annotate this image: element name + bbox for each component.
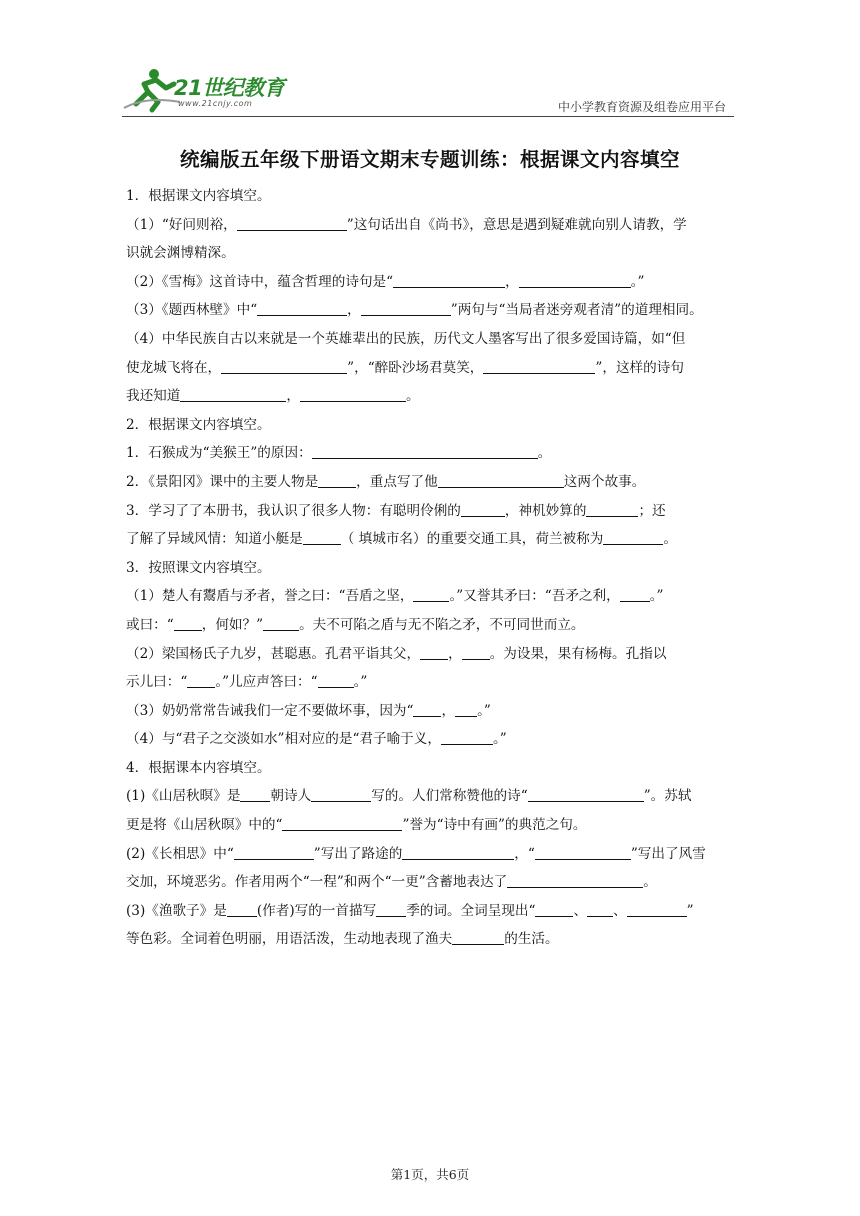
text-line	[126, 725, 736, 754]
answer-blank[interactable]	[174, 615, 202, 631]
line-text: 2．《景阳冈》课中的主要人物是	[126, 473, 319, 490]
platform-text: 中小学教育资源及组卷应用平台	[557, 100, 726, 114]
text-line	[126, 868, 736, 897]
line-text: 写的。人们常称赞他的诗“	[371, 788, 528, 805]
answer-blank[interactable]	[528, 786, 644, 802]
answer-blank[interactable]	[282, 815, 402, 831]
answer-blank[interactable]	[361, 300, 451, 316]
text-line	[126, 525, 736, 554]
line-text: 。”儿应声答曰：“	[215, 674, 318, 691]
line-text: (作者)写的一首描写	[256, 902, 377, 919]
text-line	[126, 897, 736, 926]
line-text: 2．根据课文内容填空。	[126, 416, 271, 433]
line-text: （1）楚人有鬻盾与矛者，誉之曰：“吾盾之坚，	[126, 588, 414, 605]
text-line	[126, 668, 736, 697]
line-text: （3）《题西林壁》中“	[126, 302, 258, 319]
question-content	[126, 182, 736, 954]
text-line	[126, 782, 736, 811]
text-line	[126, 754, 736, 783]
answer-blank[interactable]	[586, 501, 638, 517]
answer-blank[interactable]	[462, 644, 490, 660]
line-text: ”写出了路途的	[313, 845, 403, 862]
answer-blank[interactable]	[227, 901, 257, 917]
page-header	[122, 62, 734, 118]
line-text: 。夫不可陷之盾与无不陷之矛，不可同世而立。	[299, 616, 585, 633]
answer-blank[interactable]	[300, 386, 406, 402]
line-text: 交加，环境恶劣。作者用两个“一程”和两个“一更”含蓄地表达了	[126, 874, 508, 891]
line-text: ，“	[514, 845, 535, 862]
line-text: ”。苏轼	[643, 788, 692, 805]
line-text: （2）《雪梅》这首诗中，蕴含哲理的诗句是“	[126, 273, 394, 290]
answer-blank[interactable]	[507, 872, 643, 888]
line-text: 了解了异域风情：知道小艇是	[126, 531, 303, 548]
line-text: 1．根据课文内容填空。	[126, 188, 271, 204]
page-title: 统编版五年级下册语文期末专题训练：根据课文内容填空	[179, 148, 680, 171]
answer-blank[interactable]	[438, 472, 564, 488]
answer-blank[interactable]	[237, 215, 347, 231]
line-text: ”誉为“诗中有画”的典范之句。	[402, 817, 587, 834]
answer-blank[interactable]	[620, 586, 650, 602]
line-text: ”，“醉卧沙场君莫笑，	[347, 359, 484, 376]
line-text: 。”	[649, 588, 664, 605]
answer-blank[interactable]	[221, 358, 347, 374]
line-text: （1）“好问则裕，	[126, 216, 237, 233]
text-line	[126, 554, 736, 583]
line-text: 朝诗人	[270, 788, 312, 805]
line-text: (2)《长相思》中“	[126, 845, 234, 862]
text-line	[126, 582, 736, 611]
answer-blank[interactable]	[627, 901, 687, 917]
line-text: 3．学习了了本册书，我认识了很多人物：有聪明伶俐的	[126, 502, 461, 519]
line-text: ”写出了风雪	[630, 845, 706, 862]
line-text: ，何如？”	[201, 616, 264, 633]
line-text: ，	[286, 388, 300, 405]
line-text: 。”	[630, 273, 645, 290]
text-line	[126, 468, 736, 497]
answer-blank[interactable]	[393, 272, 505, 288]
line-text: ”这句话出自《尚书》，意思是遇到疑难就向别人请教，学	[346, 216, 687, 233]
line-text: 更是将《山居秋暝》中的“	[126, 817, 283, 834]
answer-blank[interactable]	[312, 443, 538, 459]
text-line	[126, 925, 736, 954]
line-text: ，重点写了他	[356, 473, 438, 490]
line-text: 。”	[477, 702, 491, 719]
text-line	[126, 325, 736, 354]
answer-blank[interactable]	[257, 300, 347, 316]
answer-blank[interactable]	[187, 672, 215, 688]
answer-blank[interactable]	[402, 844, 514, 860]
text-line	[126, 697, 736, 726]
text-line	[126, 382, 736, 411]
text-line	[126, 640, 736, 669]
line-text: ，	[441, 702, 456, 719]
text-line	[126, 239, 736, 268]
line-text: 、	[613, 902, 627, 919]
line-text: 识就会渊博精深。	[126, 245, 235, 262]
answer-blank[interactable]	[420, 644, 448, 660]
text-line	[126, 268, 736, 297]
line-text: 。”又誉其矛曰：“吾矛之利，	[449, 588, 620, 605]
answer-blank[interactable]	[452, 929, 504, 945]
line-text: 这两个故事。	[563, 473, 646, 490]
line-text: ”	[686, 902, 694, 919]
text-line	[126, 497, 736, 526]
text-line	[126, 811, 736, 840]
line-text: ，	[505, 273, 519, 290]
answer-blank[interactable]	[441, 729, 493, 745]
answer-blank[interactable]	[240, 786, 270, 802]
text-line	[126, 439, 736, 468]
site-logo	[122, 62, 292, 114]
line-text: (1)《山居秋暝》是	[126, 788, 241, 805]
line-text: (3)《渔歌子》是	[126, 902, 227, 919]
line-text: 示儿曰：“	[126, 674, 188, 691]
answer-blank[interactable]	[413, 586, 449, 602]
line-text: 。	[405, 388, 420, 405]
line-text: 4．根据课本内容填空。	[126, 759, 271, 776]
answer-blank[interactable]	[303, 529, 341, 545]
answer-blank[interactable]	[535, 901, 573, 917]
line-text: 3．按照课文内容填空。	[126, 559, 271, 576]
answer-blank[interactable]	[413, 701, 441, 717]
logo-url: www.21cnjy.com	[178, 99, 253, 108]
runner-logo-icon	[122, 62, 182, 114]
text-line	[126, 840, 736, 869]
text-line	[126, 182, 736, 211]
line-text: 我还知道	[126, 388, 181, 405]
line-text: 季的词。全词呈现出“	[406, 902, 536, 919]
line-text: 1．石猴成为“美猴王”的原因：	[126, 445, 312, 462]
line-text: （4）中华民族自古以来就是一个英雄辈出的民族，历代文人墨客写出了很多爱国诗篇，如“但	[126, 330, 686, 347]
answer-blank[interactable]	[535, 844, 631, 860]
answer-blank[interactable]	[311, 786, 371, 802]
answer-blank[interactable]	[483, 358, 595, 374]
text-line	[126, 611, 736, 640]
line-text: 。”	[492, 731, 507, 748]
answer-blank[interactable]	[318, 472, 356, 488]
text-line	[126, 211, 736, 240]
answer-blank[interactable]	[263, 615, 299, 631]
line-text: 使龙城飞将在，	[126, 359, 222, 376]
answer-blank[interactable]	[318, 672, 354, 688]
header-divider	[122, 116, 734, 117]
line-text: ”，这样的诗句	[595, 359, 684, 376]
answer-blank[interactable]	[376, 901, 406, 917]
text-line	[126, 411, 736, 440]
line-text: 等色彩。全词着色明丽，用语活泼，生动地表现了渔夫	[126, 931, 453, 948]
line-text: ，神机妙算的	[504, 502, 587, 519]
line-text: 。	[643, 874, 657, 891]
logo-text: 21世纪教育	[174, 76, 285, 100]
line-text: ，	[448, 645, 462, 662]
answer-blank[interactable]	[603, 529, 663, 545]
line-text: ；还	[638, 502, 666, 519]
text-line	[126, 354, 736, 383]
answer-blank[interactable]	[180, 386, 286, 402]
line-text: 。	[537, 445, 552, 462]
line-text: （3）奶奶常常告诫我们一定不要做坏事，因为“	[126, 702, 414, 719]
line-text: 或曰：“	[126, 616, 174, 633]
answer-blank[interactable]	[234, 844, 314, 860]
line-text: （2）梁国杨氏子九岁，甚聪惠。孔君平诣其父，	[126, 645, 421, 662]
line-text: （ 填城市名）的重要交通工具，荷兰被称为	[340, 531, 604, 548]
line-text: ”两句与“当局者迷旁观者清”的道理相同。	[450, 302, 703, 319]
line-text: 、	[573, 902, 588, 919]
line-text: （4）与“君子之交淡如水”相对应的是“君子喻于义，	[126, 731, 441, 748]
answer-blank[interactable]	[587, 901, 613, 917]
line-text: ，	[347, 302, 361, 319]
line-text: 。	[663, 531, 677, 548]
answer-blank[interactable]	[461, 501, 505, 517]
text-line	[126, 296, 736, 325]
line-text: 。为设果，果有杨梅。孔指以	[489, 645, 667, 662]
answer-blank[interactable]	[455, 701, 477, 717]
page-footer: 第1页，共6页	[390, 1167, 470, 1182]
line-text: 的生活。	[504, 931, 559, 948]
answer-blank[interactable]	[519, 272, 631, 288]
line-text: 。”	[353, 674, 368, 691]
